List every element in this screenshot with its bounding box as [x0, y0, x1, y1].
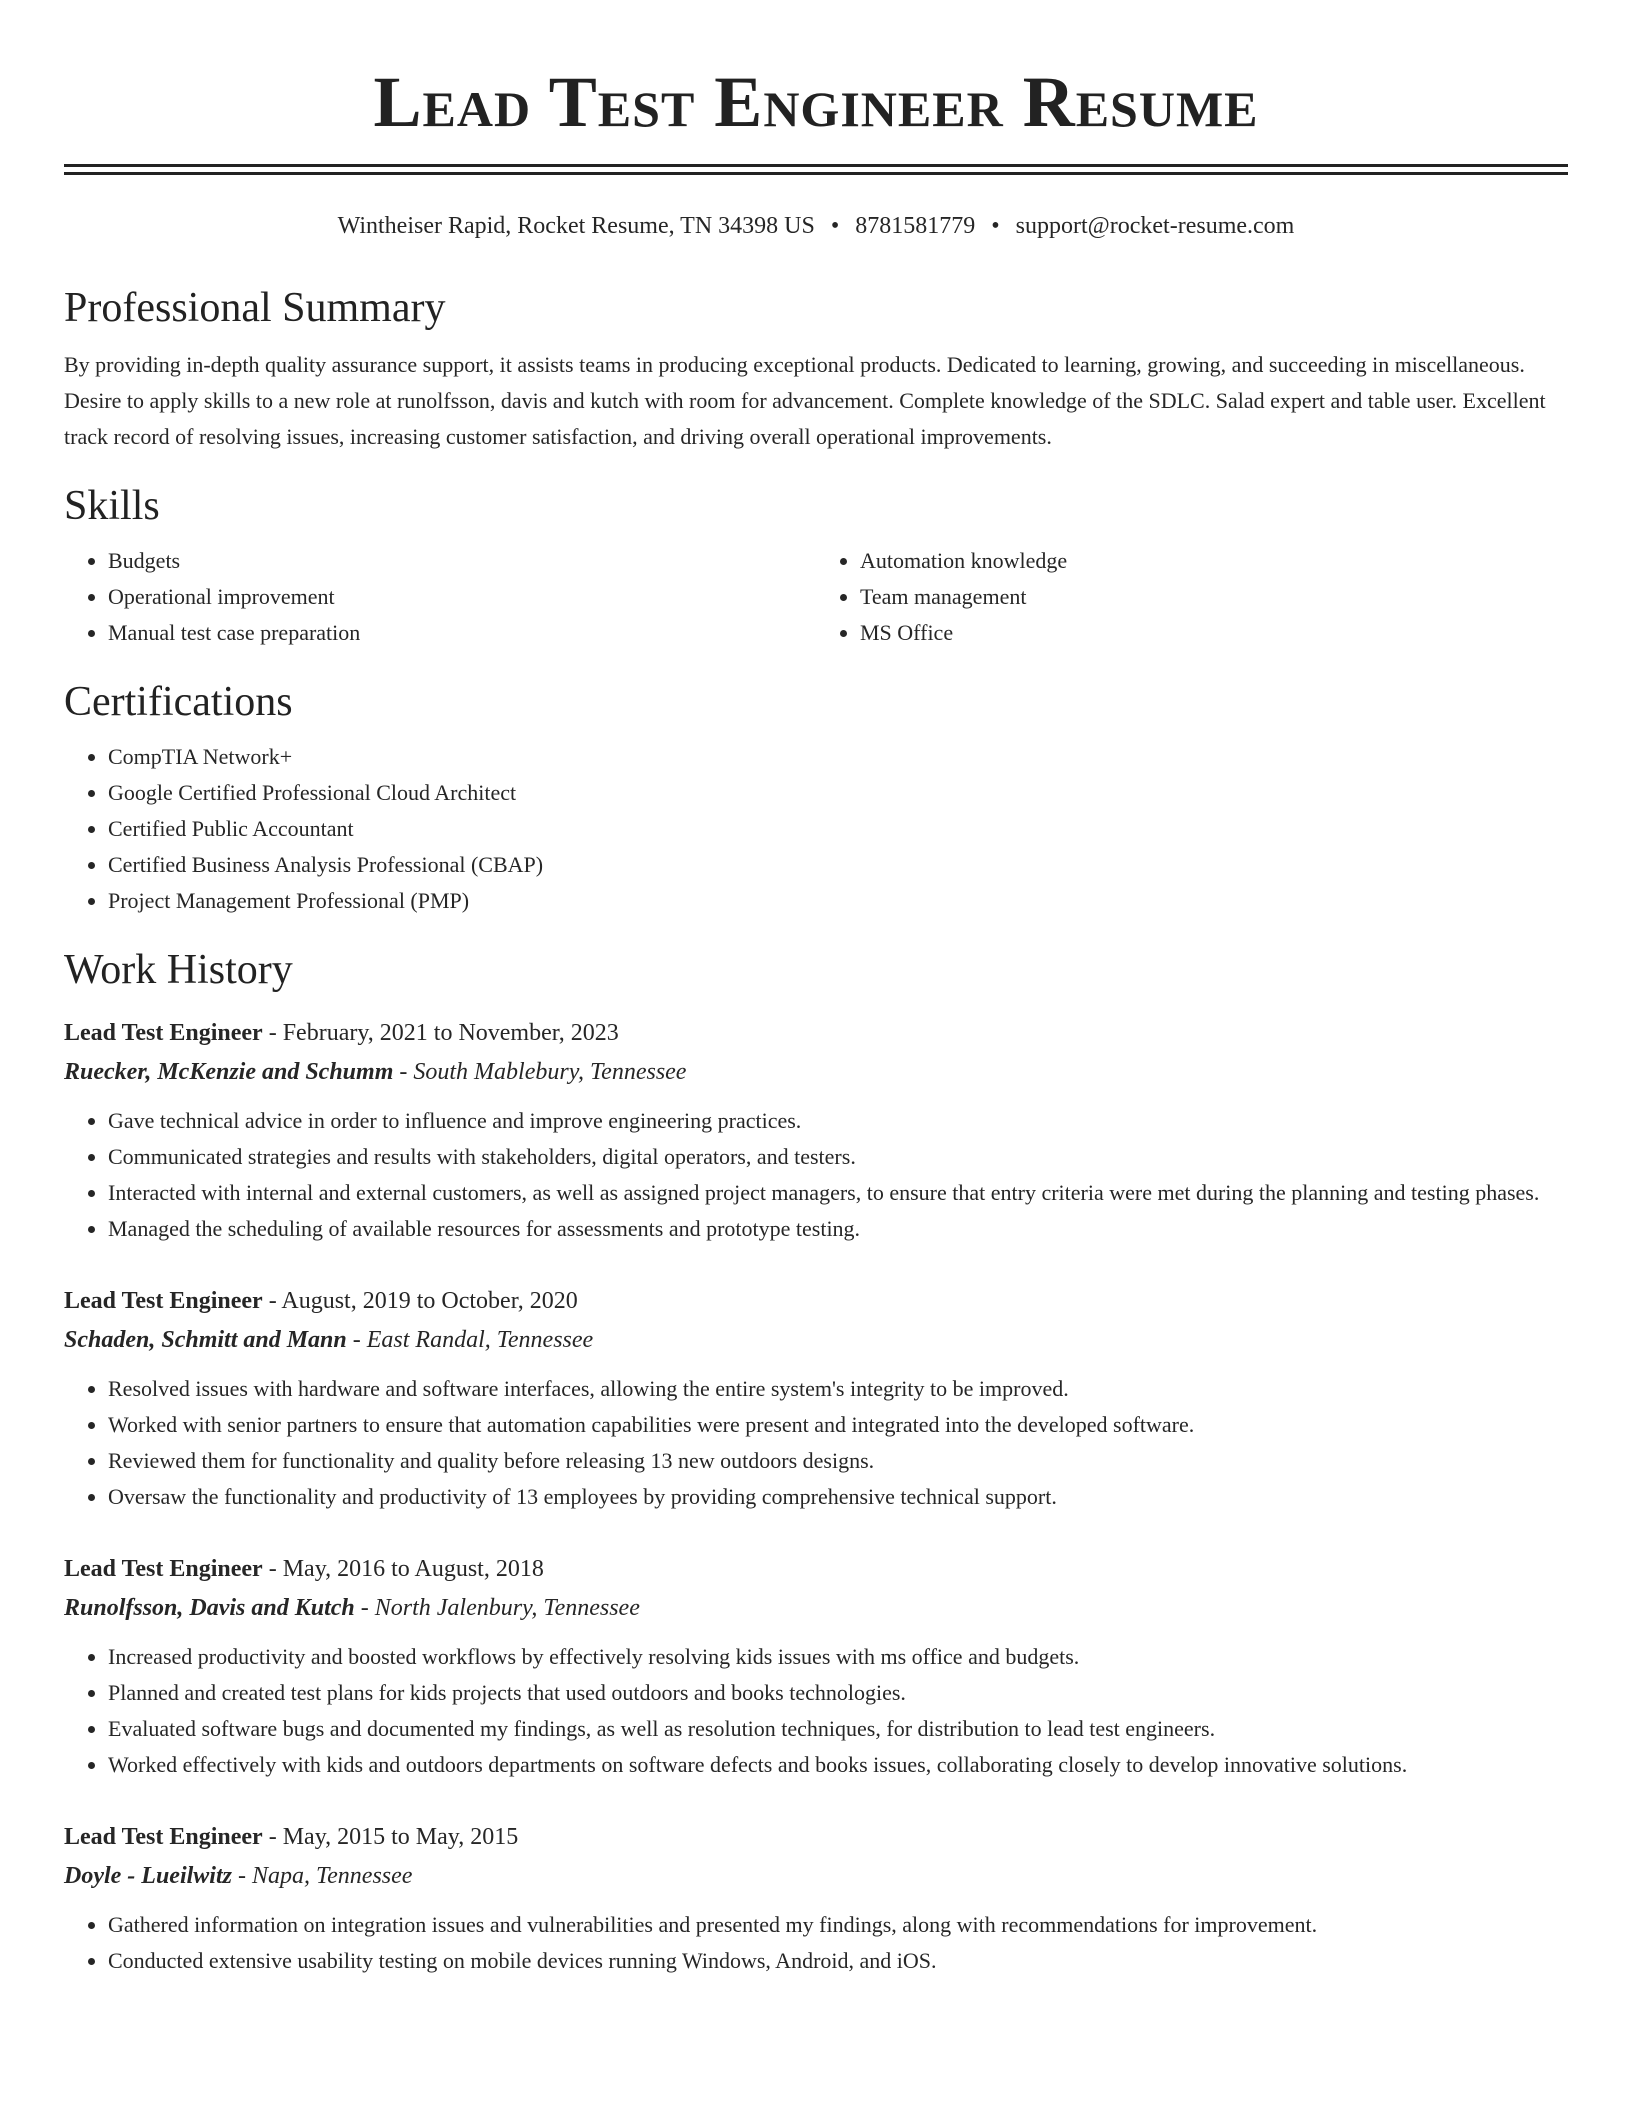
job-title: Lead Test Engineer: [64, 1020, 263, 1046]
certification-item: • CompTIA Network+: [108, 739, 1568, 775]
job-entry: [64, 1281, 1568, 1515]
resume-title: Lead Test Engineer Resume: [373, 62, 1259, 142]
job-title: Lead Test Engineer: [64, 1824, 263, 1850]
job-employer-line: [64, 1857, 1568, 1895]
job-employer: Schaden, Schmitt and Mann: [64, 1327, 347, 1353]
job-dash: -: [262, 1020, 283, 1046]
skill-item: • Budgets: [108, 543, 816, 579]
contact-phone: 8781581779: [855, 213, 976, 239]
job-dash: -: [393, 1059, 414, 1085]
job-dash: -: [262, 1824, 283, 1850]
job-bullet: • Oversaw the functionality and productivity of 13 employees by providing comprehensive technical support.: [108, 1479, 1568, 1515]
skill-item: • Manual test case preparation: [108, 615, 816, 651]
job-title: Lead Test Engineer: [64, 1288, 263, 1314]
job-bullets: [64, 1639, 1568, 1783]
job-employer-line: [64, 1589, 1568, 1627]
job-dash: -: [262, 1288, 282, 1314]
summary-heading: Professional Summary: [64, 285, 446, 331]
job-bullets: [64, 1103, 1568, 1247]
certification-item: • Certified Public Accountant: [108, 811, 1568, 847]
job-employer-line: [64, 1053, 1568, 1091]
contact-email: support@rocket-resume.com: [1015, 213, 1295, 239]
certification-item: • Project Management Professional (PMP): [108, 883, 1568, 919]
skill-item: • Automation knowledge: [860, 543, 1568, 579]
skills-heading: Skills: [64, 483, 160, 529]
job-location: Napa, Tennessee: [251, 1863, 413, 1889]
job-location: South Mablebury, Tennessee: [413, 1059, 687, 1085]
job-bullet: • Evaluated software bugs and documented my findings, as well as resolution techniques, for distribution to lead test engineers.: [108, 1711, 1568, 1747]
job-entry: [64, 1549, 1568, 1783]
job-bullets: [64, 1371, 1568, 1515]
job-dates: February, 2021 to November, 2023: [282, 1020, 619, 1046]
skill-item: • MS Office: [860, 615, 1568, 651]
job-bullet: • Increased productivity and boosted workflows by effectively resolving kids issues with ms office and budgets.: [108, 1639, 1568, 1675]
contact-address: Wintheiser Rapid, Rocket Resume, TN 34398 US: [337, 213, 815, 239]
job-bullet: • Planned and created test plans for kids projects that used outdoors and books technologies.: [108, 1675, 1568, 1711]
job-bullet: • Conducted extensive usability testing on mobile devices running Windows, Android, and iOS.: [108, 1943, 1568, 1979]
job-title-line: [64, 1281, 1568, 1321]
job-bullet: • Gathered information on integration issues and vulnerabilities and presented my findings, along with recommendations for improvement.: [108, 1907, 1568, 1943]
job-dates: August, 2019 to October, 2020: [281, 1288, 578, 1314]
job-dash: -: [262, 1556, 283, 1582]
certification-item: • Certified Business Analysis Professional (CBAP): [108, 847, 1568, 883]
job-bullet: • Gave technical advice in order to influence and improve engineering practices.: [108, 1103, 1568, 1139]
job-employer-line: [64, 1321, 1568, 1359]
job-dates: May, 2016 to August, 2018: [282, 1556, 544, 1582]
job-employer: Runolfsson, Davis and Kutch: [64, 1595, 355, 1621]
job-bullet: • Worked with senior partners to ensure that automation capabilities were present and integrated into the developed software.: [108, 1407, 1568, 1443]
job-location: East Randal, Tennessee: [366, 1327, 594, 1353]
job-entry: [64, 1817, 1568, 1979]
job-entry: [64, 1013, 1568, 1247]
summary-text: By providing in-depth quality assurance support, it assists teams in producing exceptional products. Dedicated to learning, growing, and succeeding in miscellaneous. Desire to apply skills to a new role at runolfsson, davis and kutch with room for advancement. Complete knowledge of the SDLC. Salad expert and table user. Excellent track record of resolving issues, increasing customer satisfaction, and driving overall operational improvements.: [64, 352, 1546, 449]
contact-line: [64, 211, 1568, 241]
certifications-heading: Certifications: [64, 679, 293, 725]
job-bullet: • Managed the scheduling of available resources for assessments and prototype testing.: [108, 1211, 1568, 1247]
job-title-line: [64, 1817, 1568, 1857]
job-bullet: • Reviewed them for functionality and quality before releasing 13 new outdoors designs.: [108, 1443, 1568, 1479]
certification-item: • Google Certified Professional Cloud Architect: [108, 775, 1568, 811]
skills-list-right: [816, 543, 1568, 651]
skill-item: • Operational improvement: [108, 579, 816, 615]
job-dash: -: [231, 1863, 252, 1889]
job-bullet: • Communicated strategies and results with stakeholders, digital operators, and testers.: [108, 1139, 1568, 1175]
job-title: Lead Test Engineer: [64, 1556, 263, 1582]
title-divider: [64, 164, 1568, 175]
work-history-heading: Work History: [64, 947, 293, 993]
job-title-line: [64, 1013, 1568, 1053]
contact-separator: •: [991, 213, 1000, 239]
job-bullets: [64, 1907, 1568, 1979]
contact-separator: •: [830, 213, 840, 239]
job-bullet: • Interacted with internal and external customers, as well as assigned project managers, to ensure that entry criteria were met during the planning and testing phases.: [108, 1175, 1568, 1211]
job-dash: -: [346, 1327, 367, 1353]
job-bullet: • Resolved issues with hardware and software interfaces, allowing the entire system's integrity to be improved.: [108, 1371, 1568, 1407]
skills-columns: [64, 543, 1568, 651]
job-dash: -: [354, 1595, 375, 1621]
skill-item: • Team management: [860, 579, 1568, 615]
skills-list-left: [64, 543, 816, 651]
job-bullet: • Worked effectively with kids and outdoors departments on software defects and books issues, collaborating closely to develop innovative solutions.: [108, 1747, 1568, 1783]
job-dates: May, 2015 to May, 2015: [282, 1824, 519, 1850]
job-employer: Ruecker, McKenzie and Schumm: [64, 1059, 394, 1085]
job-employer: Doyle - Lueilwitz: [64, 1863, 232, 1889]
job-location: North Jalenbury, Tennessee: [374, 1595, 640, 1621]
certifications-list: [64, 739, 1568, 919]
job-title-line: [64, 1549, 1568, 1589]
